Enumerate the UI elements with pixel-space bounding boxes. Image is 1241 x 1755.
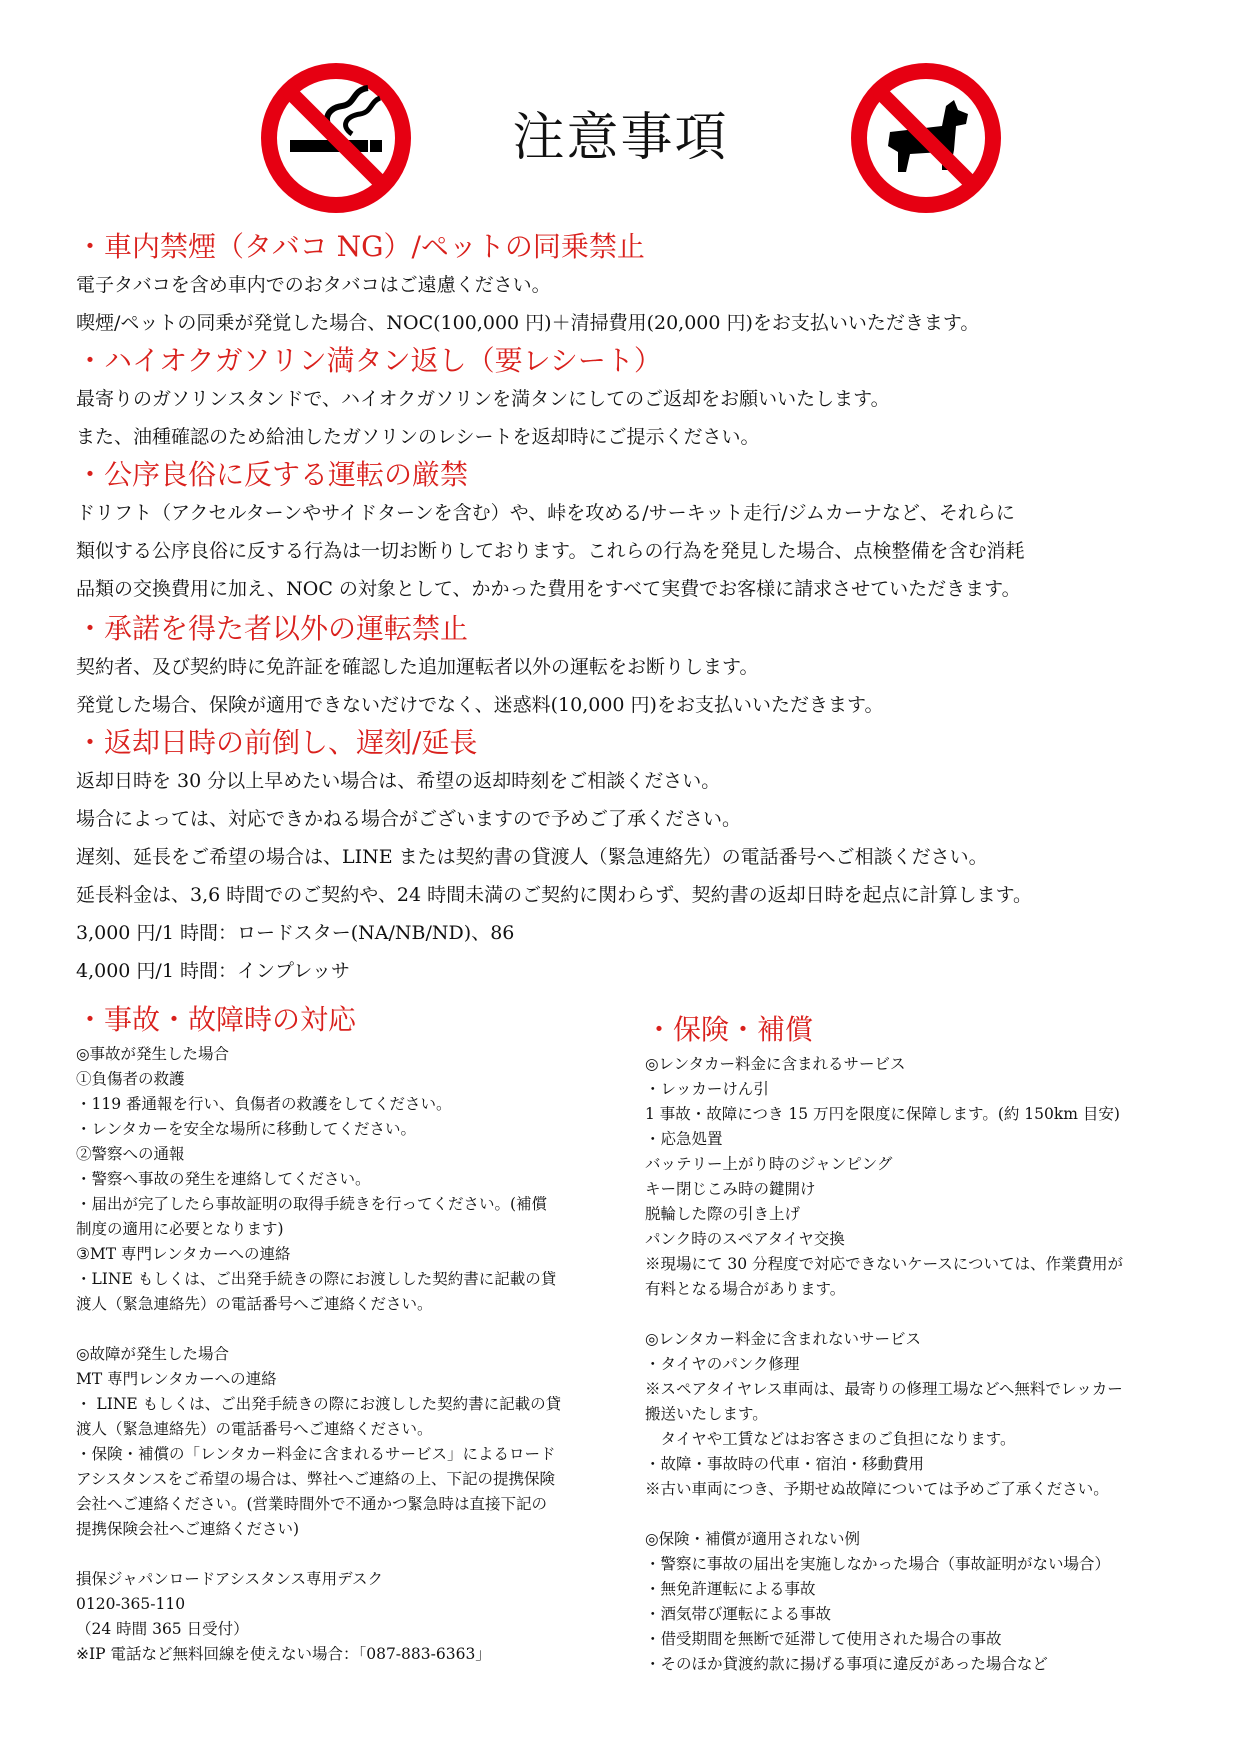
column-line: 有料となる場合があります。	[645, 1280, 846, 1298]
column-line: ※現場にて 30 分程度で対応できないケースについては、作業費用が	[645, 1255, 1123, 1273]
column-line: ②警察への通報	[76, 1145, 185, 1163]
column-line: ※IP 電話など無料回線を使えない場合：「087-883-6363」	[76, 1645, 491, 1663]
section-heading: ・ハイオクガソリン満タン返し（要レシート）	[76, 344, 662, 377]
column-line: ※古い車両につき、予期せぬ故障については予めご了承ください。	[645, 1480, 1109, 1498]
column-line: ・無免許運転による事故	[645, 1580, 816, 1598]
section-heading: ・車内禁煙（タバコ NG）/ペットの同乗禁止	[76, 230, 645, 263]
column-line: ・そのほか貸渡約款に揚げる事項に違反があった場合など	[645, 1655, 1048, 1673]
section-heading: ・返却日時の前倒し、遅刻/延長	[76, 726, 478, 759]
column-line: （24 時間 365 日受付）	[76, 1620, 249, 1638]
column-line: キー閉じこみ時の鍵開け	[645, 1180, 816, 1198]
insurance-column	[645, 1010, 1185, 1677]
column-line: ・レンタカーを安全な場所に移動してください。	[76, 1120, 416, 1138]
column-line: ・届出が完了したら事故証明の取得手続きを行ってください。(補償	[76, 1195, 548, 1213]
section-line: 品類の交換費用に加え、NOC の対象として、かかった費用をすべて実費でお客様に請求させていただきます。	[76, 578, 1021, 600]
main-content	[76, 228, 1176, 990]
column-line: 搬送いたします。	[645, 1405, 768, 1423]
section-line: 延長料金は、3,6 時間でのご契約や、24 時間未満のご契約に関わらず、契約書の返却日時を起点に計算します。	[76, 884, 1033, 906]
column-line: ・警察に事故の届出を実施しなかった場合（事故証明がない場合）	[645, 1555, 1111, 1573]
column-line: 脱輪した際の引き上げ	[645, 1205, 801, 1223]
section-line: ドリフト（アクセルターンやサイドターンを含む）や、峠を攻める/サーキット走行/ジムカーナなど、それらに	[76, 502, 1015, 524]
section-heading: ・事故・故障時の対応	[76, 1003, 357, 1036]
column-line: ◎レンタカー料金に含まれるサービス	[645, 1055, 906, 1073]
column-line: ・警察へ事故の発生を連絡してください。	[76, 1170, 371, 1188]
column-line: 渡人（緊急連絡先）の電話番号へご連絡ください。	[76, 1420, 433, 1438]
column-line: ・ LINE もしくは、ご出発手続きの際にお渡しした契約書に記載の貸	[76, 1395, 562, 1413]
column-line: MT 専門レンタカーへの連絡	[76, 1370, 277, 1388]
column-line: ◎事故が発生した場合	[76, 1045, 230, 1063]
no-pets-icon	[850, 62, 1002, 214]
page-title: 注意事項	[512, 108, 729, 168]
column-line: バッテリー上がり時のジャンピング	[645, 1155, 893, 1173]
column-line: 提携保険会社へご連絡ください)	[76, 1520, 300, 1538]
section-line: また、油種確認のため給油したガソリンのレシートを返却時にご提示ください。	[76, 426, 760, 448]
section-fuel	[76, 342, 1176, 456]
column-line: ・タイヤのパンク修理	[645, 1355, 800, 1373]
section-line: 電子タバコを含め車内でのおタバコはご遠慮ください。	[76, 274, 551, 296]
column-line: ※スペアタイヤレス車両は、最寄りの修理工場などへ無料でレッカー	[645, 1380, 1123, 1398]
blank-line	[76, 1542, 616, 1567]
section-line: 発覚した場合、保険が適用できないだけでなく、迷惑料(10,000 円)をお支払いいただきます。	[76, 694, 884, 716]
column-line: パンク時のスペアタイヤ交換	[645, 1230, 845, 1248]
blank-line	[76, 1317, 616, 1342]
section-line: 遅刻、延長をご希望の場合は、LINE または契約書の貸渡人（緊急連絡先）の電話番号へご相談ください。	[76, 846, 988, 868]
section-line: 4,000 円/1 時間：インプレッサ	[76, 960, 351, 982]
section-line: 3,000 円/1 時間：ロードスター(NA/NB/ND)、86	[76, 922, 515, 944]
blank-line	[645, 1502, 1185, 1527]
blank-line	[645, 1302, 1185, 1327]
column-line: 渡人（緊急連絡先）の電話番号へご連絡ください。	[76, 1295, 433, 1313]
column-line: ・保険・補償の「レンタカー料金に含まれるサービス」によるロード	[76, 1445, 556, 1463]
column-line: ・LINE もしくは、ご出発手続きの際にお渡しした契約書に記載の貸	[76, 1270, 557, 1288]
column-line: 損保ジャパンロードアシスタンス専用デスク	[76, 1570, 384, 1588]
column-line: ・レッカーけん引	[645, 1080, 769, 1098]
header	[0, 0, 1241, 220]
column-line: アシスタンスをご希望の場合は、弊社へご連絡の上、下記の提携保険	[76, 1470, 555, 1488]
column-line: ・119 番通報を行い、負傷者の救護をしてください。	[76, 1095, 452, 1113]
column-line: ・応急処置	[645, 1130, 723, 1148]
column-line: ①負傷者の救護	[76, 1070, 185, 1088]
section-heading: ・公序良俗に反する運転の厳禁	[76, 458, 469, 491]
column-line: ◎故障が発生した場合	[76, 1345, 230, 1363]
section-driving	[76, 456, 1176, 608]
section-line: 類似する公序良俗に反する行為は一切お断りしております。これらの行為を発見した場合、点検整備を含む消耗	[76, 540, 1025, 562]
column-line: ◎レンタカー料金に含まれないサービス	[645, 1330, 922, 1348]
column-line: 会社へご連絡ください。(営業時間外で不通かつ緊急時は直接下記の	[76, 1495, 548, 1513]
section-line: 喫煙/ペットの同乗が発覚した場合、NOC(100,000 円)＋清掃費用(20,000 円)をお支払いいただきます。	[76, 312, 980, 334]
section-heading: ・承諾を得た者以外の運転禁止	[76, 612, 469, 645]
column-line: 0120-365-110	[76, 1595, 186, 1613]
section-heading: ・保険・補償	[645, 1013, 814, 1046]
section-line: 場合によっては、対応できかねる場合がございますので予めご了承ください。	[76, 808, 742, 830]
section-no-smoking	[76, 228, 1176, 342]
section-line: 最寄りのガソリンスタンドで、ハイオクガソリンを満タンにしてのご返却をお願いいたします。	[76, 388, 890, 410]
accident-column	[76, 1000, 616, 1667]
column-line: ・故障・事故時の代車・宿泊・移動費用	[645, 1455, 925, 1473]
column-line: ・酒気帯び運転による事故	[645, 1605, 832, 1623]
section-authorized-driver	[76, 610, 1176, 724]
column-line: 1 事故・故障につき 15 万円を限度に保障します。(約 150km 目安)	[645, 1105, 1120, 1123]
section-return-time	[76, 724, 1176, 990]
section-line: 返却日時を 30 分以上早めたい場合は、希望の返却時刻をご相談ください。	[76, 770, 721, 792]
column-line: タイヤや工賃などはお客さまのご負担になります。	[645, 1430, 1016, 1448]
column-line: ◎保険・補償が適用されない例	[645, 1530, 861, 1548]
section-line: 契約者、及び契約時に免許証を確認した追加運転者以外の運転をお断りします。	[76, 656, 759, 678]
column-line: ③MT 専門レンタカーへの連絡	[76, 1245, 291, 1263]
column-line: ・借受期間を無断で延滞して使用された場合の事故	[645, 1630, 1002, 1648]
column-line: 制度の適用に必要となります)	[76, 1220, 284, 1238]
